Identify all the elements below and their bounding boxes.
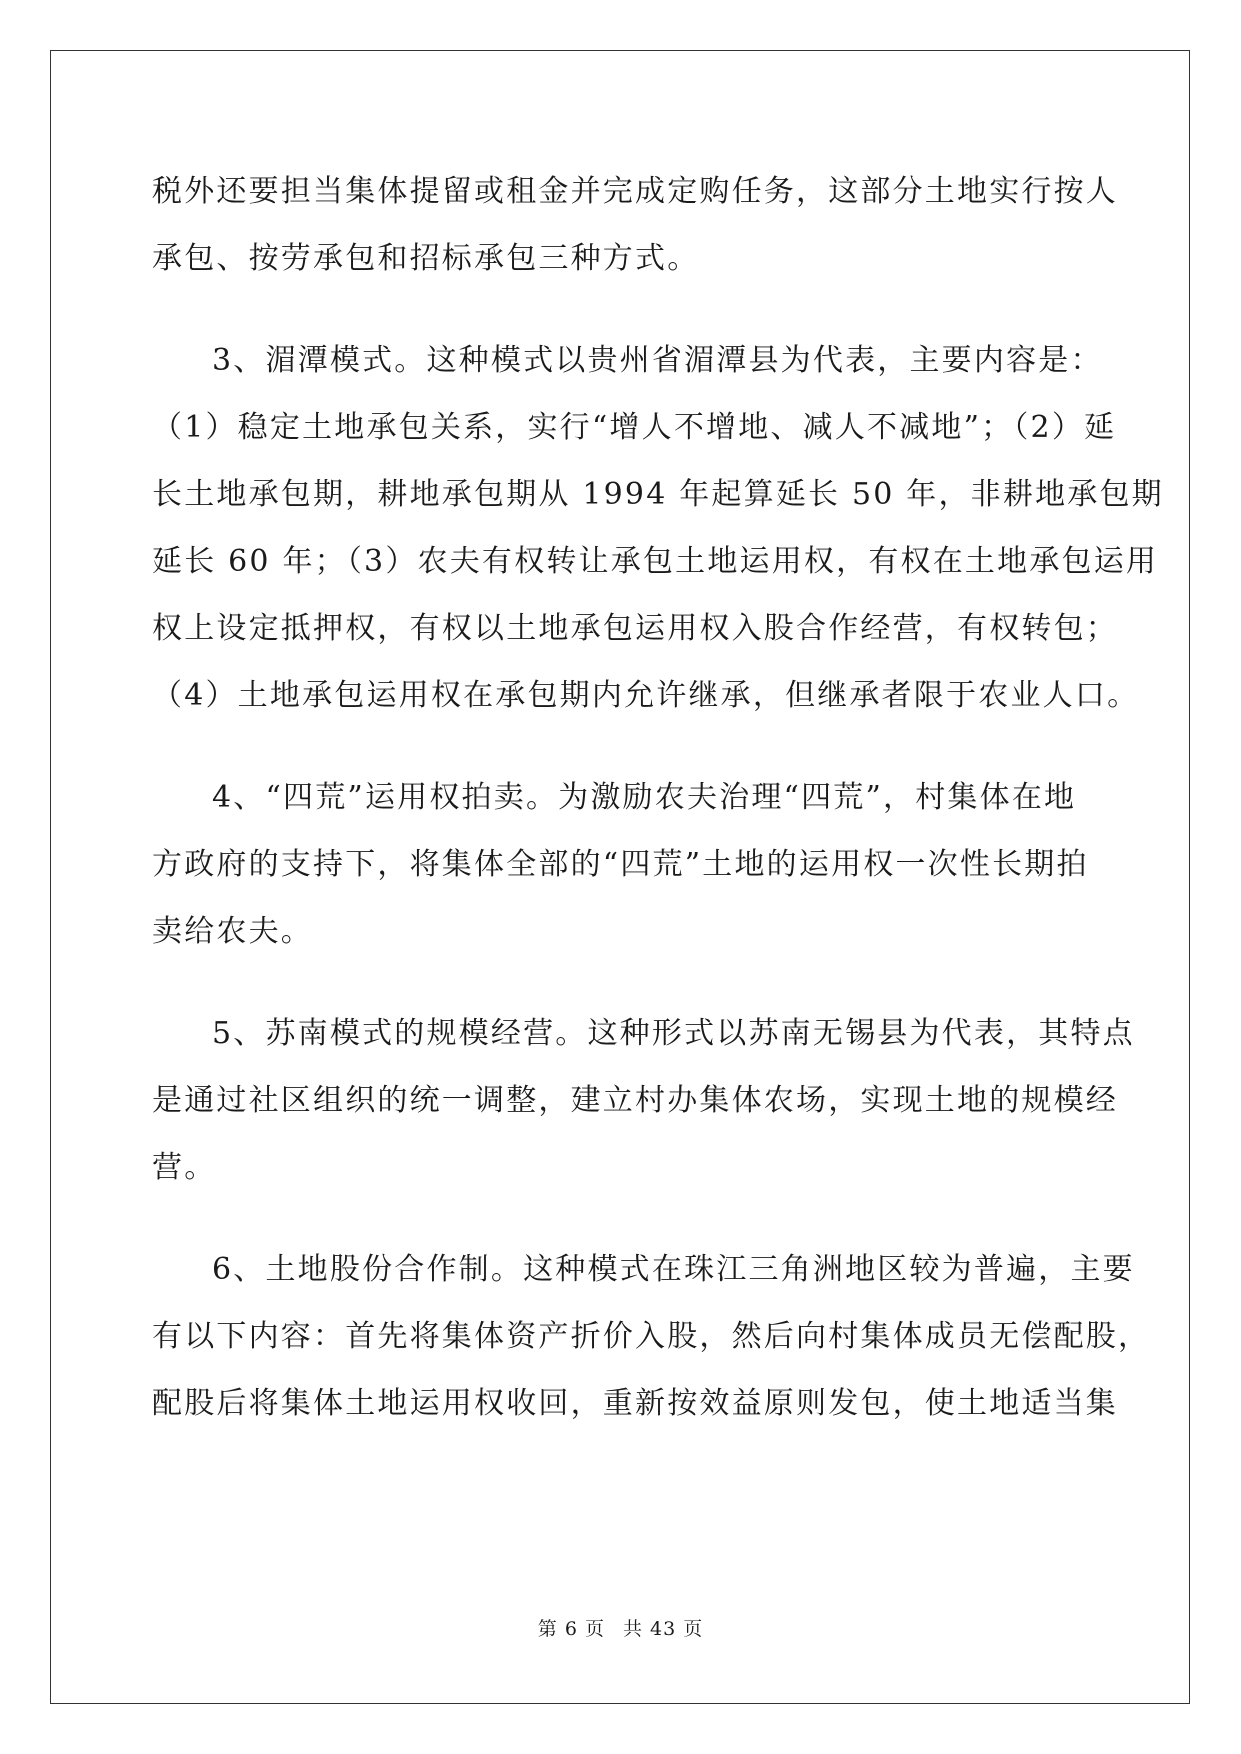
text-line: 营。 — [152, 1150, 217, 1185]
page-footer — [0, 1614, 1241, 1641]
page-number-current: 第 6 页 — [537, 1618, 605, 1640]
text-line: 权上设定抵押权，有权以土地承包运用权入股合作经营，有权转包； — [152, 611, 1118, 646]
text-line: （1）稳定土地承包关系，实行“增人不增地、减人不减地”；（2）延 — [152, 410, 1117, 445]
text-line: 承包、按劳承包和招标承包三种方式。 — [152, 241, 700, 276]
document-body — [152, 158, 1164, 1437]
text-line: 方政府的支持下，将集体全部的“四荒”土地的运用权一次性长期拍 — [152, 847, 1089, 882]
text-line: 税外还要担当集体提留或租金并完成定购任务，这部分土地实行按人 — [152, 174, 1118, 209]
text-line: 4、“四荒”运用权拍卖。为激励农夫治理“四荒”，村集体在地 — [212, 780, 1077, 815]
text-line: （4）土地承包运用权在承包期内允许继承，但继承者限于农业人口。 — [152, 678, 1140, 713]
text-line: 5、苏南模式的规模经营。这种形式以苏南无锡县为代表，其特点 — [212, 1016, 1135, 1051]
text-line: 延长 60 年；（3）农夫有权转让承包土地运用权，有权在土地承包运用 — [152, 544, 1159, 579]
text-line: 6、土地股份合作制。这种模式在珠江三角洲地区较为普遍，主要 — [212, 1252, 1135, 1287]
page-number-total: 共 43 页 — [622, 1618, 704, 1640]
text-line: 有以下内容：首先将集体资产折价入股，然后向村集体成员无偿配股， — [152, 1319, 1151, 1354]
text-line: 是通过社区组织的统一调整，建立村办集体农场，实现土地的规模经 — [152, 1083, 1118, 1118]
text-line: 长土地承包期，耕地承包期从 1994 年起算延长 50 年，非耕地承包期 — [152, 477, 1164, 512]
text-line: 配股后将集体土地运用权收回，重新按效益原则发包，使土地适当集 — [152, 1386, 1118, 1421]
text-line: 3、湄潭模式。这种模式以贵州省湄潭县为代表，主要内容是： — [212, 343, 1103, 378]
text-line: 卖给农夫。 — [152, 914, 313, 949]
